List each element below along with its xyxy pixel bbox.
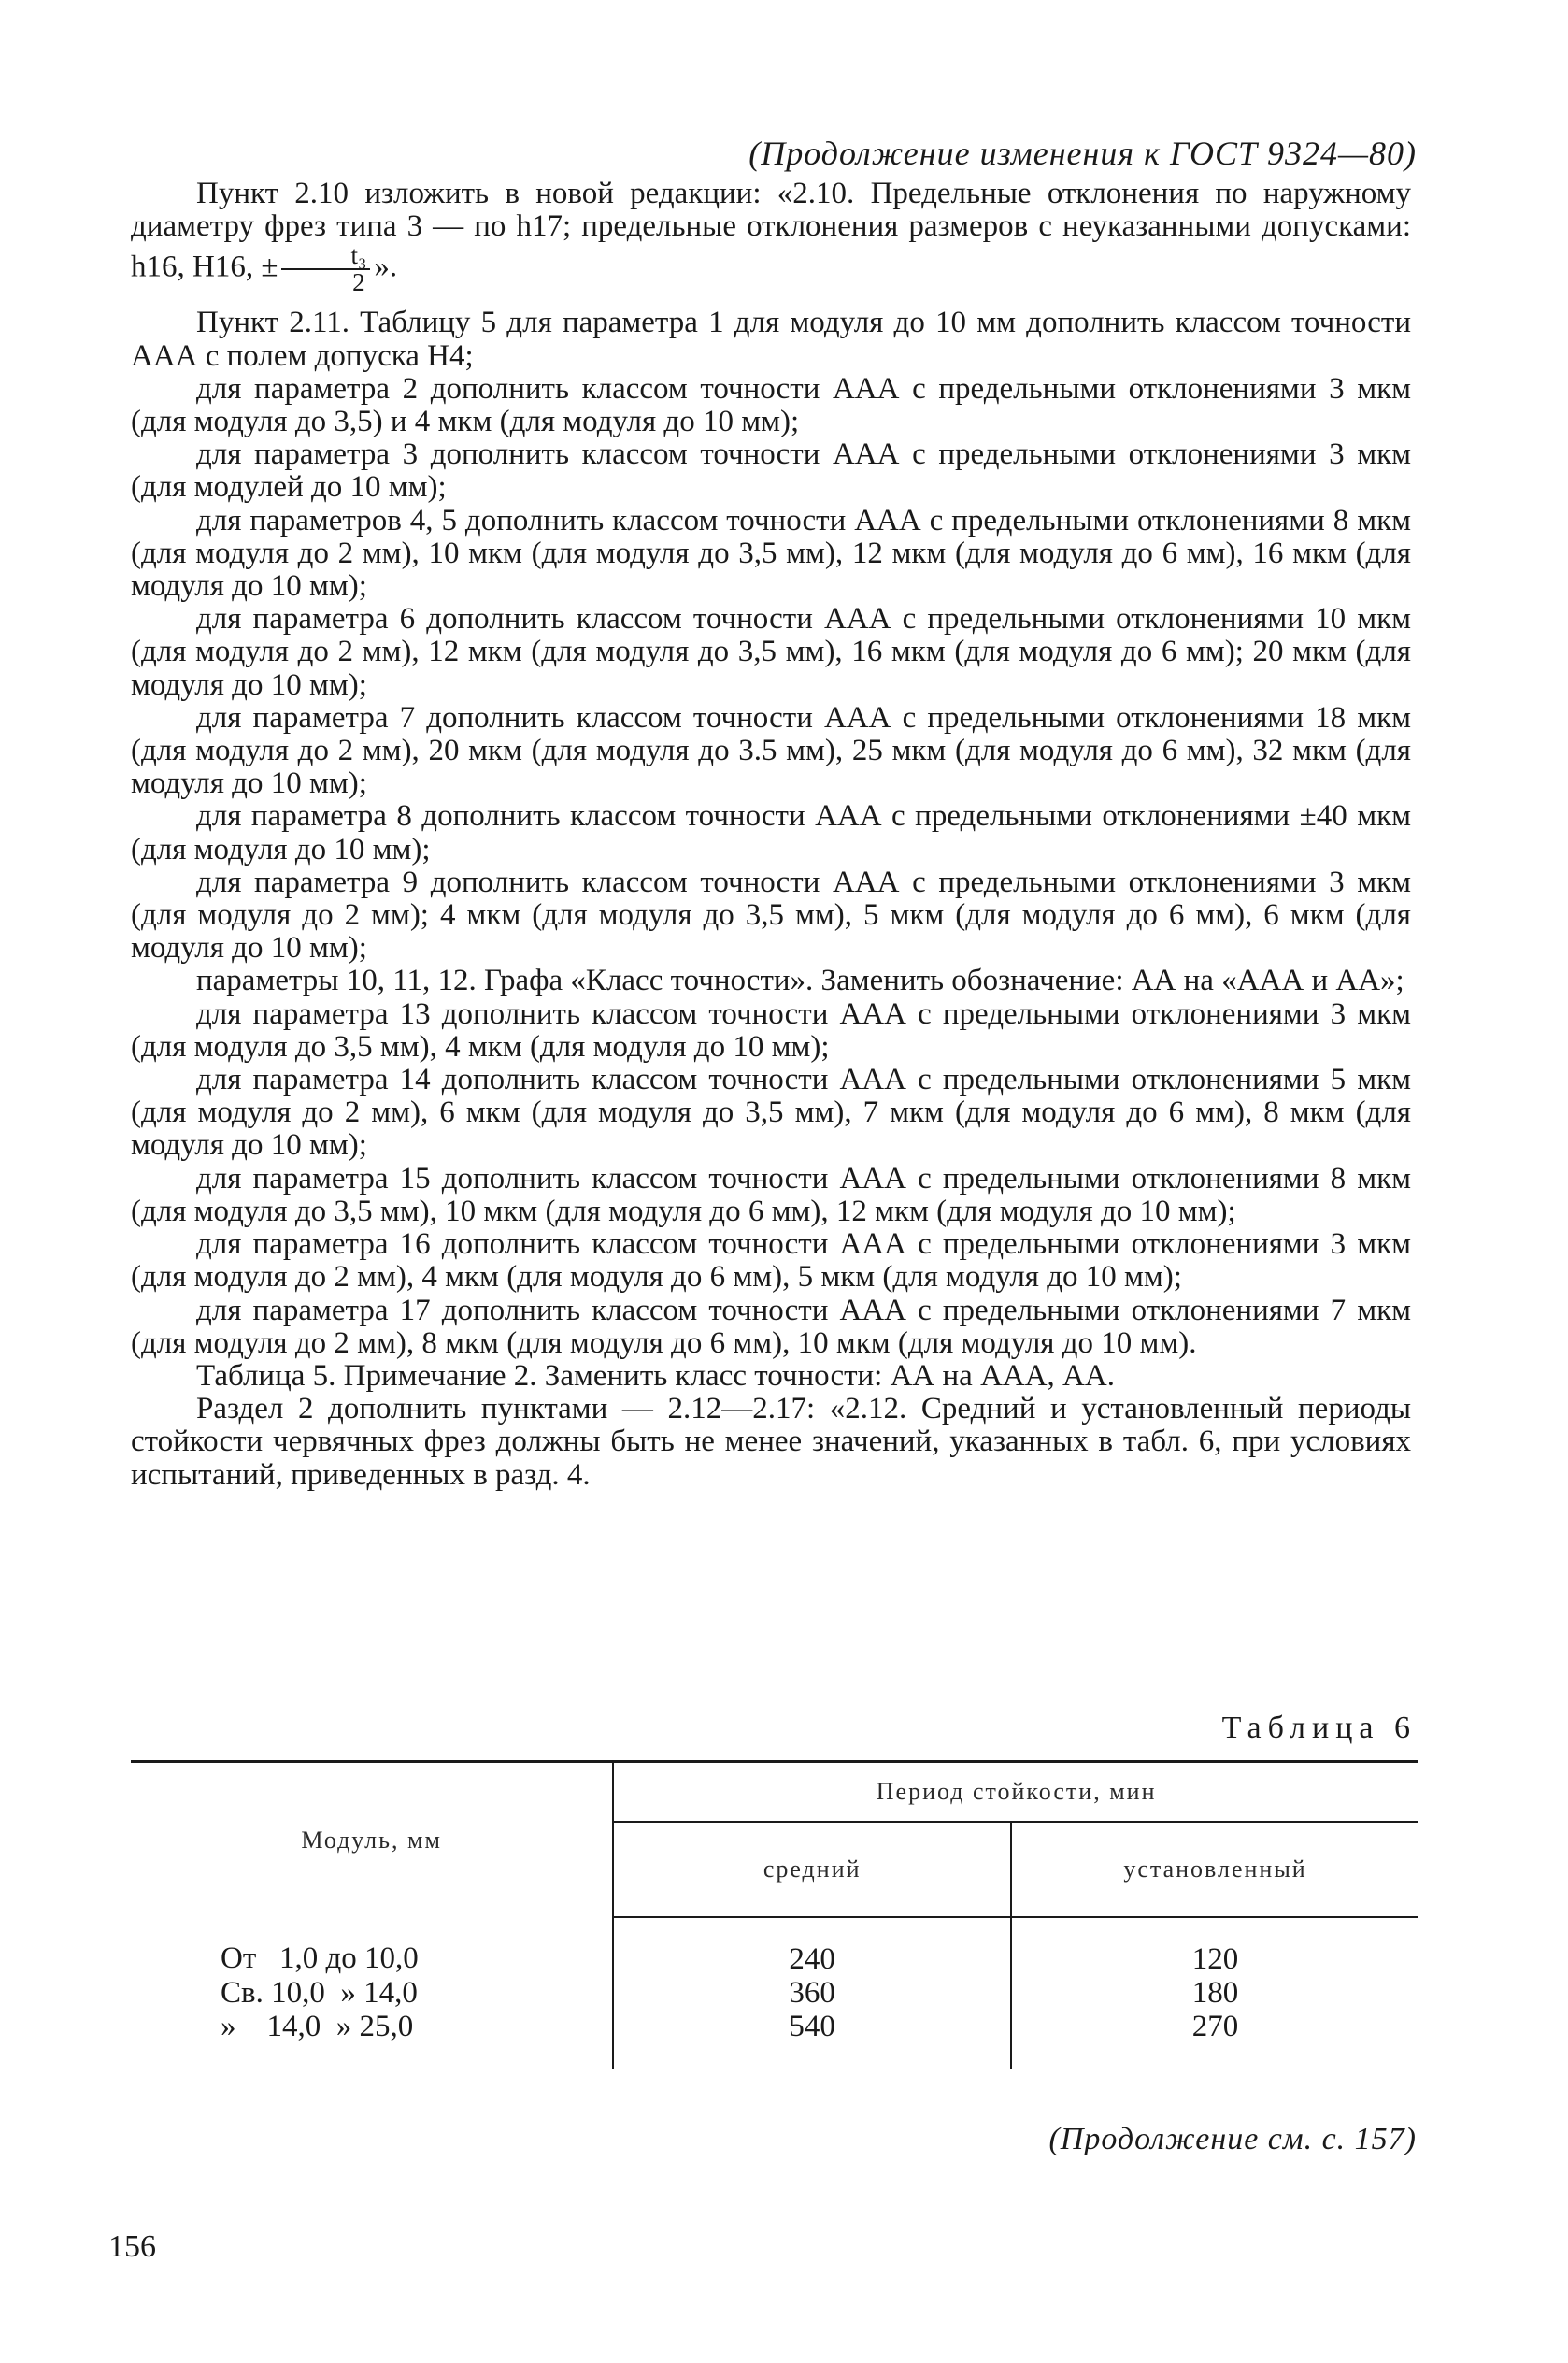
paragraph-2-11: Пункт 2.11. Таблицу 5 для параметра 1 для модуля до 10 мм дополнить классом точности ААА с полем допуска Н4; bbox=[131, 306, 1411, 373]
table-row bbox=[131, 1976, 1418, 2010]
paragraph-param-10-12: параметры 10, 11, 12. Графа «Класс точности». Заменить обозначение: АА на «ААА и АА»; bbox=[196, 964, 1404, 998]
header-average: средний bbox=[613, 1822, 1011, 1917]
paragraph-param-6: для параметра 6 дополнить классом точности ААА с предельными отклонениями 10 мкм (для модуля до 2 мм), 12 мкм (для модуля до 3,5 мм), 16 мкм (для модуля до 6 мм); 20 мкм (для модуля до 10 мм); bbox=[131, 602, 1411, 702]
table-row bbox=[131, 1917, 1418, 1976]
paragraph-param-13: для параметра 13 дополнить классом точности ААА с предельными отклонениями 3 мкм (для модуля до 3,5 мм), 4 мкм (для модуля до 10 мм); bbox=[131, 996, 1411, 1064]
cell-module: Св. 10,0 » 14,0 bbox=[131, 1976, 613, 2010]
header-module: Модуль, мм bbox=[131, 1762, 613, 1918]
table-caption: Таблица 6 bbox=[1221, 1711, 1417, 1745]
header-period: Период стойкости, мин bbox=[613, 1762, 1418, 1823]
paragraph-2-10-text: Пункт 2.10 изложить в новой редакции: «2.10. Предельные отклонения по наружному диаметру фрез типа 3 — по h17; предельные отклонения размеров с неуказанными допусками: h16, H16, ± bbox=[131, 177, 1411, 284]
fraction-numerator: t₃ bbox=[281, 243, 370, 270]
cell-established: 120 bbox=[1191, 1942, 1239, 1976]
cell-module: » 14,0 » 25,0 bbox=[131, 2010, 613, 2069]
tool-life-table bbox=[131, 1760, 1418, 2069]
fraction-t3-over-2 bbox=[281, 243, 370, 295]
paragraph-param-8: для параметра 8 дополнить классом точности ААА с предельными отклонениями ±40 мкм (для модуля до 10 мм); bbox=[131, 799, 1411, 866]
document-body bbox=[131, 178, 1411, 1492]
cell-module: От 1,0 до 10,0 bbox=[131, 1917, 613, 1976]
paragraph-param-7: для параметра 7 дополнить классом точности ААА с предельными отклонениями 18 мкм (для модуля до 2 мм), 20 мкм (для модуля до 3.5 мм), 25 мкм (для модуля до 6 мм), 32 мкм (для модуля до 10 мм); bbox=[131, 700, 1411, 801]
page-number: 156 bbox=[108, 2229, 156, 2264]
header-established: установленный bbox=[1011, 1822, 1418, 1917]
paragraph-table-5-note: Таблица 5. Примечание 2. Заменить класс точности: АА на ААА, АА. bbox=[196, 1358, 1115, 1393]
cell-average: 540 bbox=[613, 2010, 1011, 2069]
paragraph-param-16: для параметра 16 дополнить классом точности ААА с предельными отклонениями 3 мкм (для модуля до 2 мм), 4 мкм (для модуля до 6 мм), 5 мкм (для модуля до 10 мм); bbox=[131, 1227, 1411, 1295]
fraction-trailing-text: ». bbox=[374, 250, 398, 284]
cell-established: 270 bbox=[1191, 2010, 1239, 2043]
table-row bbox=[131, 2010, 1418, 2069]
cell-average: 360 bbox=[613, 1976, 1011, 2010]
paragraph-param-4-5: для параметров 4, 5 дополнить классом точности ААА с предельными отклонениями 8 мкм (для модуля до 2 мм), 10 мкм (для модуля до 3,5 мм), 12 мкм (для модуля до 6 мм), 16 мкм (для модуля до 10 мм); bbox=[131, 503, 1411, 604]
paragraph-param-9: для параметра 9 дополнить классом точности ААА с предельными отклонениями 3 мкм (для модуля до 2 мм); 4 мкм (для модуля до 3,5 мм), 5 мкм (для модуля до 6 мм), 6 мкм (для модуля до 10 мм); bbox=[131, 865, 1411, 966]
header-continuation-note: (Продолжение изменения к ГОСТ 9324—80) bbox=[748, 135, 1417, 172]
fraction-denominator: 2 bbox=[352, 268, 365, 297]
paragraph-param-14: для параметра 14 дополнить классом точности ААА с предельными отклонениями 5 мкм (для модуля до 2 мм), 6 мкм (для модуля до 3,5 мм), 7 мкм (для модуля до 6 мм), 8 мкм (для модуля до 10 мм); bbox=[131, 1063, 1411, 1163]
cell-established: 180 bbox=[1191, 1976, 1239, 2010]
paragraph-section-2: Раздел 2 дополнить пунктами — 2.12—2.17: «2.12. Средний и установленный периоды стойкости червячных фрез должны быть не менее значений, указанных в табл. 6, при условиях испытаний, приведенных в разд. 4. bbox=[131, 1392, 1411, 1492]
paragraph-param-3: для параметра 3 дополнить классом точности ААА с предельными отклонениями 3 мкм (для модулей до 10 мм); bbox=[131, 437, 1411, 505]
cell-average: 240 bbox=[613, 1917, 1011, 1976]
table-header-row bbox=[131, 1762, 1418, 1823]
paragraph-param-15: для параметра 15 дополнить классом точности ААА с предельными отклонениями 8 мкм (для модуля до 3,5 мм), 10 мкм (для модуля до 6 мм), 12 мкм (для модуля до 10 мм); bbox=[131, 1161, 1411, 1228]
paragraph-2-10 bbox=[131, 178, 1411, 295]
footer-continuation-note: (Продолжение см. с. 157) bbox=[1048, 2122, 1417, 2156]
paragraph-param-2: для параметра 2 дополнить классом точности ААА с предельными отклонениями 3 мкм (для модуля до 3,5) и 4 мкм (для модуля до 10 мм); bbox=[131, 371, 1411, 439]
paragraph-param-17: для параметра 17 дополнить классом точности ААА с предельными отклонениями 7 мкм (для модуля до 2 мм), 8 мкм (для модуля до 6 мм), 10 мкм (для модуля до 10 мм). bbox=[131, 1293, 1411, 1360]
